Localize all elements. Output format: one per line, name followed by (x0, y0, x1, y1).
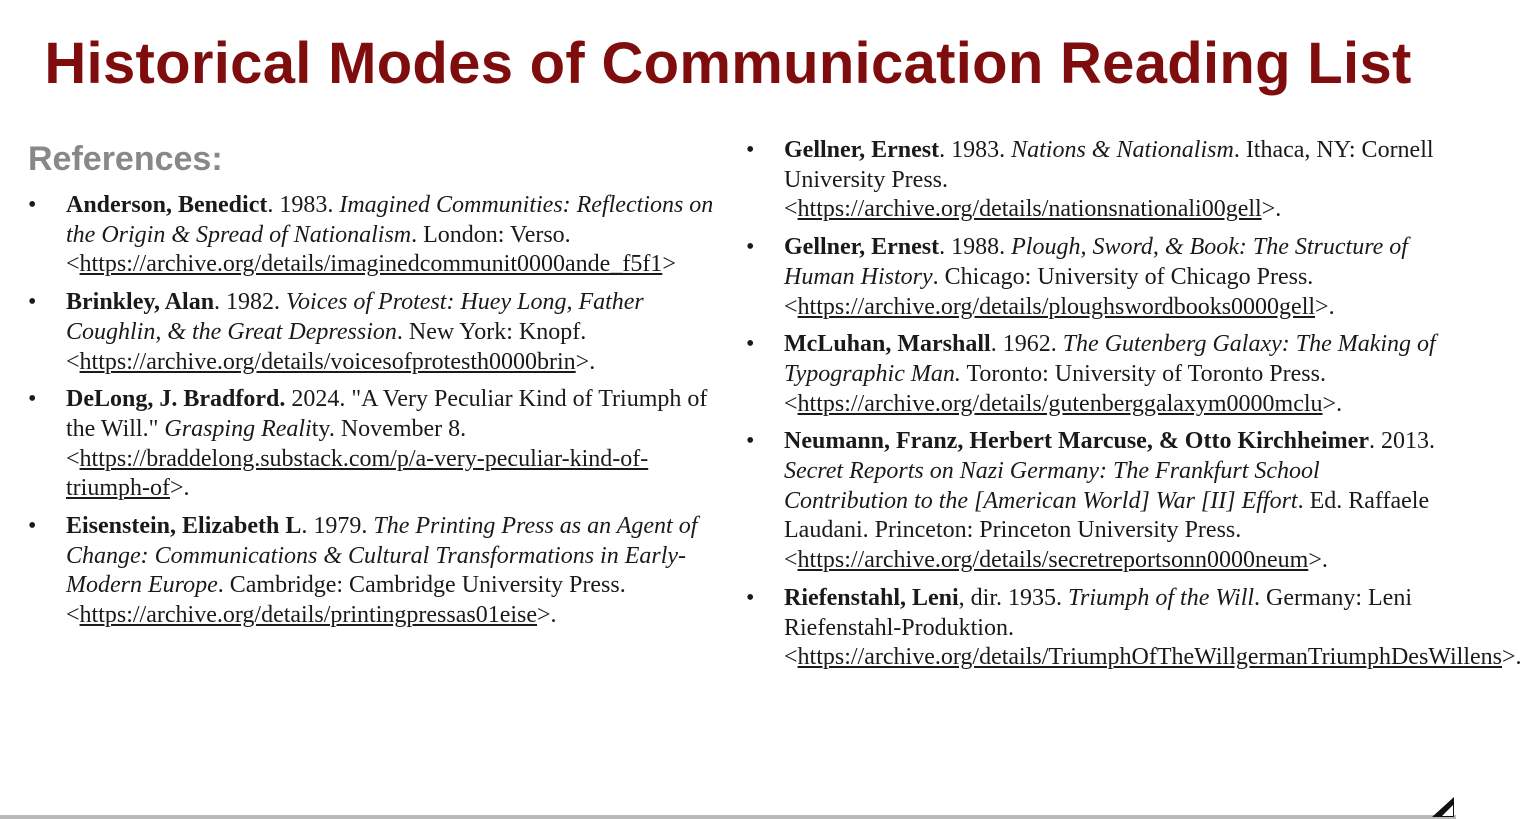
reference-end: >. (169, 475, 190, 502)
reference-link[interactable]: https://archive.org/details/imaginedcommunit0000ande_f5f1 (79, 251, 663, 278)
reference-item (746, 136, 1446, 225)
reference-link[interactable]: https://braddelong.substack.com/p/a-very-peculiar-kind-of-triumph-of (66, 445, 649, 502)
reference-title: Triumph of the Will (1068, 584, 1255, 611)
reference-year: , dir. 1935. (958, 584, 1069, 611)
reference-link[interactable]: https://archive.org/details/TriumphOfTheWillgermanTriumphDesWillens (797, 644, 1502, 671)
slide-bottom-border (0, 815, 1456, 819)
reference-publisher: . Ithaca, NY: Cornell University Press. < (784, 137, 1434, 223)
reference-item (746, 233, 1446, 322)
reference-item (28, 191, 718, 280)
reference-year: . 1982. (214, 289, 287, 316)
reference-publisher: ty. November 8. < (66, 415, 467, 472)
reference-author: Anderson, Benedict (66, 192, 268, 218)
reference-end: >. (1501, 644, 1522, 671)
reference-link[interactable]: https://archive.org/details/voicesofprotesth0000brin (79, 348, 576, 375)
reference-publisher: . Ed. Raffaele Laudani. Princeton: Princeton University Press. < (784, 487, 1430, 574)
reference-end: >. (575, 348, 596, 375)
reference-year: . 1979. (301, 513, 374, 540)
references-heading: References: (28, 140, 223, 178)
reference-end: >. (537, 602, 557, 629)
reference-title: Nations & Nationalism (1011, 137, 1234, 163)
reference-item (746, 330, 1446, 419)
reference-end: >. (1308, 547, 1328, 574)
reference-title: Imagined Communities: Reflections on the Origin & Spread of Nationalism (66, 192, 714, 248)
reference-year: . 1983. (939, 137, 1012, 163)
reference-item (28, 385, 718, 504)
reference-item (746, 427, 1446, 576)
references-list-left (28, 191, 718, 639)
reference-title: Secret Reports on Nazi Germany: The Frankfurt School Contribution to the [American World] War [II] Effort (784, 458, 1320, 514)
reference-link[interactable]: https://archive.org/details/secretreportsonn0000neum (797, 547, 1309, 574)
reference-year: . 2013. (1368, 428, 1435, 455)
reference-publisher: . London: Verso. < (66, 221, 571, 278)
reference-author: Brinkley, Alan (66, 289, 215, 316)
reference-year: . 1983. (267, 192, 340, 218)
reference-author: Gellner, Ernest (784, 137, 940, 163)
reference-publisher: . New York: Knopf. < (66, 318, 587, 375)
reference-title: Plough, Sword, & Book: The Structure of Human History (784, 234, 1408, 290)
reference-link[interactable]: https://archive.org/details/printingpressas01eise (79, 602, 538, 629)
reference-title: The Gutenberg Galaxy: The Making of Typographic Man. (784, 331, 1436, 387)
reference-year: . 1962. (990, 331, 1063, 358)
reference-author: Neumann, Franz, Herbert Marcuse, & Otto Kirchheimer (784, 428, 1369, 455)
reference-author: McLuhan, Marshall (784, 331, 991, 358)
reference-item (746, 584, 1522, 673)
reference-publisher: . Chicago: University of Chicago Press. < (784, 263, 1314, 320)
reference-item (28, 512, 718, 631)
reference-link[interactable]: https://archive.org/details/nationsnationali00gell (797, 196, 1262, 223)
reference-year: . 1988. (939, 234, 1012, 261)
reference-publisher: . Germany: Leni Riefenstahl-Produktion. < (784, 584, 1412, 671)
page-title: Historical Modes of Communication Reading List (44, 31, 1412, 96)
reference-title: The Printing Press as an Agent of Change: Communications & Cultural Transformations in Early-Modern Europe (66, 513, 698, 599)
reference-title: Voices of Protest: Huey Long, Father Coughlin, & the Great Depression (66, 289, 644, 345)
reference-author: Eisenstein, Elizabeth L (66, 513, 302, 540)
reference-end: > (662, 251, 676, 278)
reference-year: 2024. "A Very Peculiar Kind of Triumph of the Will." (66, 386, 708, 442)
reference-end: >. (1261, 196, 1282, 223)
reference-author: Gellner, Ernest (784, 234, 940, 261)
reference-item (28, 288, 718, 377)
reference-title: Grasping Reali (164, 415, 312, 442)
reference-publisher: . Cambridge: Cambridge University Press. < (66, 572, 626, 629)
reference-link[interactable]: https://archive.org/details/ploughswordbooks0000gell (797, 293, 1316, 320)
references-list-right (746, 136, 1522, 681)
reference-link[interactable]: https://archive.org/details/gutenberggalaxym0000mclu (797, 390, 1323, 417)
reference-end: >. (1322, 390, 1343, 417)
reference-publisher: Toronto: University of Toronto Press. < (784, 360, 1326, 417)
reference-end: >. (1315, 293, 1335, 320)
reference-author: DeLong, J. Bradford. (66, 386, 286, 413)
resize-corner-icon[interactable] (1432, 797, 1454, 817)
reference-author: Riefenstahl, Leni (784, 584, 959, 611)
